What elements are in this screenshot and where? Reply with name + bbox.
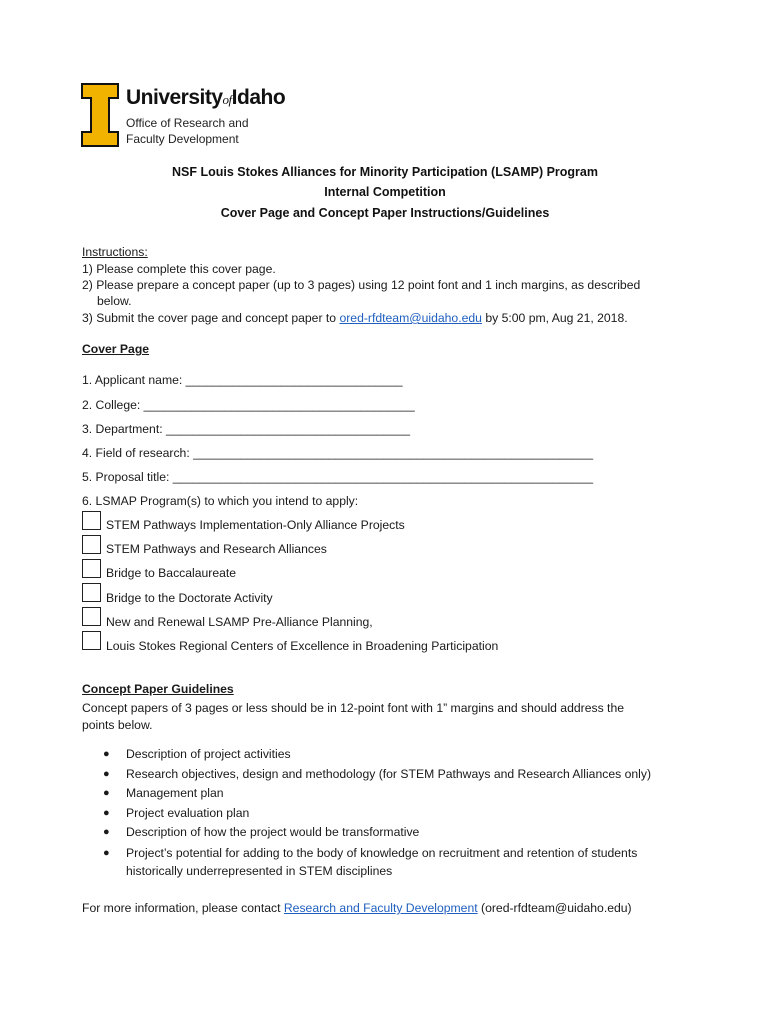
program-checkbox[interactable]: [82, 583, 101, 602]
doc-title-line2: Internal Competition: [324, 185, 446, 199]
guideline-item: Project evaluation plan: [126, 806, 250, 820]
instructions-heading: Instructions:: [82, 245, 148, 259]
rfd-link[interactable]: Research and Faculty Development: [283, 901, 478, 915]
guideline-item: Project’s potential for adding to the body of knowledge on recruitment and retention of students: [126, 846, 638, 860]
concept-intro-line2: points below.: [82, 718, 153, 732]
guideline-item: Management plan: [126, 786, 224, 800]
university-logo: [80, 82, 320, 150]
bullet-dot: ●: [103, 847, 110, 859]
field-of-research-field[interactable]: 4. Field of research: ___________________________________________________________: [82, 446, 594, 460]
program-option-label: Bridge to the Doctorate Activity: [106, 591, 273, 605]
program-checkbox[interactable]: [82, 535, 101, 554]
program-option-label: Louis Stokes Regional Centers of Excellence in Broadening Participation: [106, 639, 499, 653]
bullet-dot: ●: [103, 807, 110, 819]
instruction-3: 3) Submit the cover page and concept paper to ored-rfdteam@uidaho.edu by 5:00 pm, Aug 21, 2018.: [82, 311, 628, 325]
logo-subtitle-line1: Office of Research and: [126, 116, 249, 130]
program-checkbox[interactable]: [82, 511, 101, 530]
logo-subtitle-line2: Faculty Development: [126, 132, 239, 146]
program-option-label: New and Renewal LSAMP Pre-Alliance Planning,: [106, 615, 373, 629]
email-link[interactable]: ored-rfdteam@uidaho.edu: [339, 311, 482, 325]
guideline-item: Description of project activities: [126, 747, 291, 761]
proposal-title-field[interactable]: 5. Proposal title: ______________________________________________________________: [82, 470, 594, 484]
program-option-label: Bridge to Baccalaureate: [106, 566, 237, 580]
department-field[interactable]: 3. Department: ____________________________________: [82, 422, 411, 436]
guideline-item: Research objectives, design and methodology (for STEM Pathways and Research Alliances only): [126, 767, 652, 781]
programs-label: 6. LSMAP Program(s) to which you intend to apply:: [82, 494, 359, 508]
concept-heading: Concept Paper Guidelines: [82, 682, 234, 696]
doc-title-line1: NSF Louis Stokes Alliances for Minority Participation (LSAMP) Program: [172, 165, 598, 179]
doc-title-line3: Cover Page and Concept Paper Instructions/Guidelines: [220, 206, 550, 220]
college-field[interactable]: 2. College: ________________________________________: [82, 398, 415, 412]
program-option-label: STEM Pathways and Research Alliances: [106, 542, 327, 556]
concept-intro-line1: Concept papers of 3 pages or less should be in 12-point font with 1” margins and should address the: [82, 701, 624, 715]
program-checkbox[interactable]: [82, 559, 101, 578]
contact-line: For more information, please contact Research and Faculty Development (ored-rfdteam@uidaho.edu): [82, 901, 632, 915]
cover-page-heading: Cover Page: [82, 342, 150, 356]
instruction-2: 2) Please prepare a concept paper (up to 3 pages) using 12 point font and 1 inch margins, as described: [82, 278, 641, 292]
bullet-dot: ●: [103, 748, 110, 760]
logo-wordmark: UniversityofIdaho: [126, 86, 286, 109]
program-option-label: STEM Pathways Implementation-Only Alliance Projects: [106, 518, 405, 532]
program-checkbox[interactable]: [82, 631, 101, 650]
bullet-dot: ●: [103, 787, 110, 799]
instruction-2-cont: below.: [97, 294, 132, 308]
idaho-i-icon: [80, 82, 120, 148]
bullet-dot: ●: [103, 826, 110, 838]
bullet-dot: ●: [103, 768, 110, 780]
guideline-item-cont: historically underrepresented in STEM disciplines: [126, 864, 393, 878]
guideline-item: Description of how the project would be transformative: [126, 825, 420, 839]
applicant-name-field[interactable]: 1. Applicant name: ________________________________: [82, 373, 403, 387]
program-checkbox[interactable]: [82, 607, 101, 626]
instruction-1: 1) Please complete this cover page.: [82, 262, 276, 276]
